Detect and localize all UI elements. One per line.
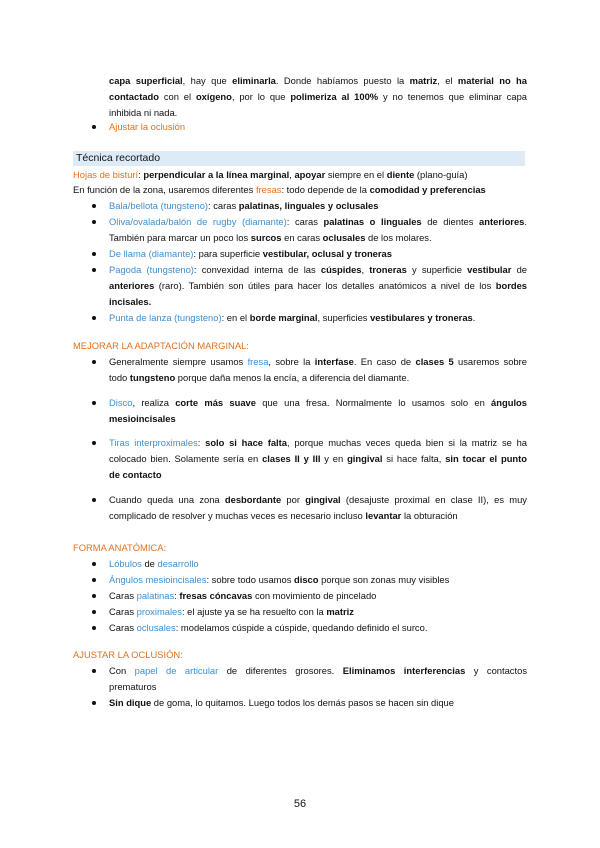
bullet-icon xyxy=(92,360,96,364)
intro-line-1: capa superficial, hay que eliminarla. Donde habíamos puesto la matriz, el material no ha xyxy=(109,75,528,86)
section-heading-tecnica: Técnica recortado xyxy=(76,152,161,164)
intro-bullet: Ajustar la oclusión xyxy=(109,121,186,132)
bullet-icon xyxy=(92,562,96,566)
list-item-oliva: Oliva/ovalada/balón de rugby (diamante): caras palatinas o linguales de dientes anteriores. También para marcar un poco los surcos en caras oclusales de los molares. xyxy=(109,216,527,243)
intro-line-2: contactado con el oxígeno, por lo que polimeriza al 100% y no tenemos que eliminar capa xyxy=(109,91,527,102)
forma-item-proximales: Caras proximales: el ajuste ya se ha resuelto con la matriz xyxy=(109,606,354,617)
forma-item-palatinas: Caras palatinas: fresas cóncavas con movimiento de pincelado xyxy=(109,590,377,601)
mejorar-item-disco: Disco, realiza corte más suave que una fresa. Normalmente lo usamos solo en ángulos mesioincisales xyxy=(109,397,527,424)
intro-paragraph xyxy=(109,73,527,121)
bullet-icon xyxy=(92,268,96,272)
forma-item-lobulos: Lóbulos de desarrollo xyxy=(109,558,199,569)
bullet-icon xyxy=(92,441,96,445)
list-item-llama: De llama (diamante): para superficie vestibular, oclusal y troneras xyxy=(109,248,392,259)
section-heading-ajustar: AJUSTAR LA OCLUSIÓN: xyxy=(73,649,183,660)
bullet-icon xyxy=(92,220,96,224)
page-number: 56 xyxy=(293,798,307,810)
list-item-punta: Punta de lanza (tungsteno): en el borde marginal, superficies vestibulares y troneras. xyxy=(109,312,476,323)
forma-item-oclusales: Caras oclusales: modelamos cúspide a cúspide, quedando definido el surco. xyxy=(109,622,428,633)
bullet-icon xyxy=(92,626,96,630)
mejorar-item-desbordante: Cuando queda una zona desbordante por gingival (desajuste proximal en clase II), es muy complicado de resolver y muchas veces es necesario incluso levantar la obturación xyxy=(109,494,527,521)
mejorar-item-fresa: Generalmente siempre usamos fresa, sobre la interfase. En caso de clases 5 usaremos sobre todo tungsteno porque daña menos la encía, a diferencia del diamante. xyxy=(109,356,527,383)
bullet-icon xyxy=(92,498,96,502)
ajustar-item-dique: Sin dique de goma, lo quitamos. Luego todos los demás pasos se hacen sin dique xyxy=(109,697,454,708)
list-item-bala: Bala/bellota (tungsteno): caras palatinas, linguales y oclusales xyxy=(109,200,379,211)
bullet-icon xyxy=(92,204,96,208)
bullet-icon xyxy=(92,610,96,614)
hojas-line: Hojas de bisturí: perpendicular a la línea marginal, apoyar siempre en el diente (plano-guía) xyxy=(73,169,468,180)
list-item-pagoda: Pagoda (tungsteno): convexidad interna de las cúspides, troneras y superficie vestibular de anteriores (raro). También son útiles para hacer los detalles anatómicos a nivel de los bordes incisales. xyxy=(109,264,527,307)
bullet-icon xyxy=(92,594,96,598)
bullet-icon xyxy=(92,125,96,129)
bullet-icon xyxy=(92,669,96,673)
section-heading-mejorar: MEJORAR LA ADAPTACIÓN MARGINAL: xyxy=(73,340,249,351)
bullet-icon xyxy=(92,316,96,320)
bullet-icon xyxy=(92,252,96,256)
bullet-icon xyxy=(92,701,96,705)
ajustar-item-papel: Con papel de articular de diferentes grosores. Eliminamos interferencias y contactos prematuros xyxy=(109,665,528,692)
fresas-intro-line: En función de la zona, usaremos diferentes fresas: todo depende de la comodidad y preferencias xyxy=(73,184,486,195)
bullet-icon xyxy=(92,401,96,405)
mejorar-item-tiras: Tiras interproximales: solo si hace falta, porque muchas veces queda bien si la matriz se ha colocado bien. Solamente sería en clases II y III y en gingival si hace falta, sin tocar el punto de contacto xyxy=(109,437,527,480)
forma-item-angulos: Ángulos mesioincisales: sobre todo usamos disco porque son zonas muy visibles xyxy=(109,574,450,585)
section-heading-forma: FORMA ANATÓMICA: xyxy=(73,542,167,553)
bullet-icon xyxy=(92,578,96,582)
intro-line-3: inhibida ni nada. xyxy=(109,107,178,118)
